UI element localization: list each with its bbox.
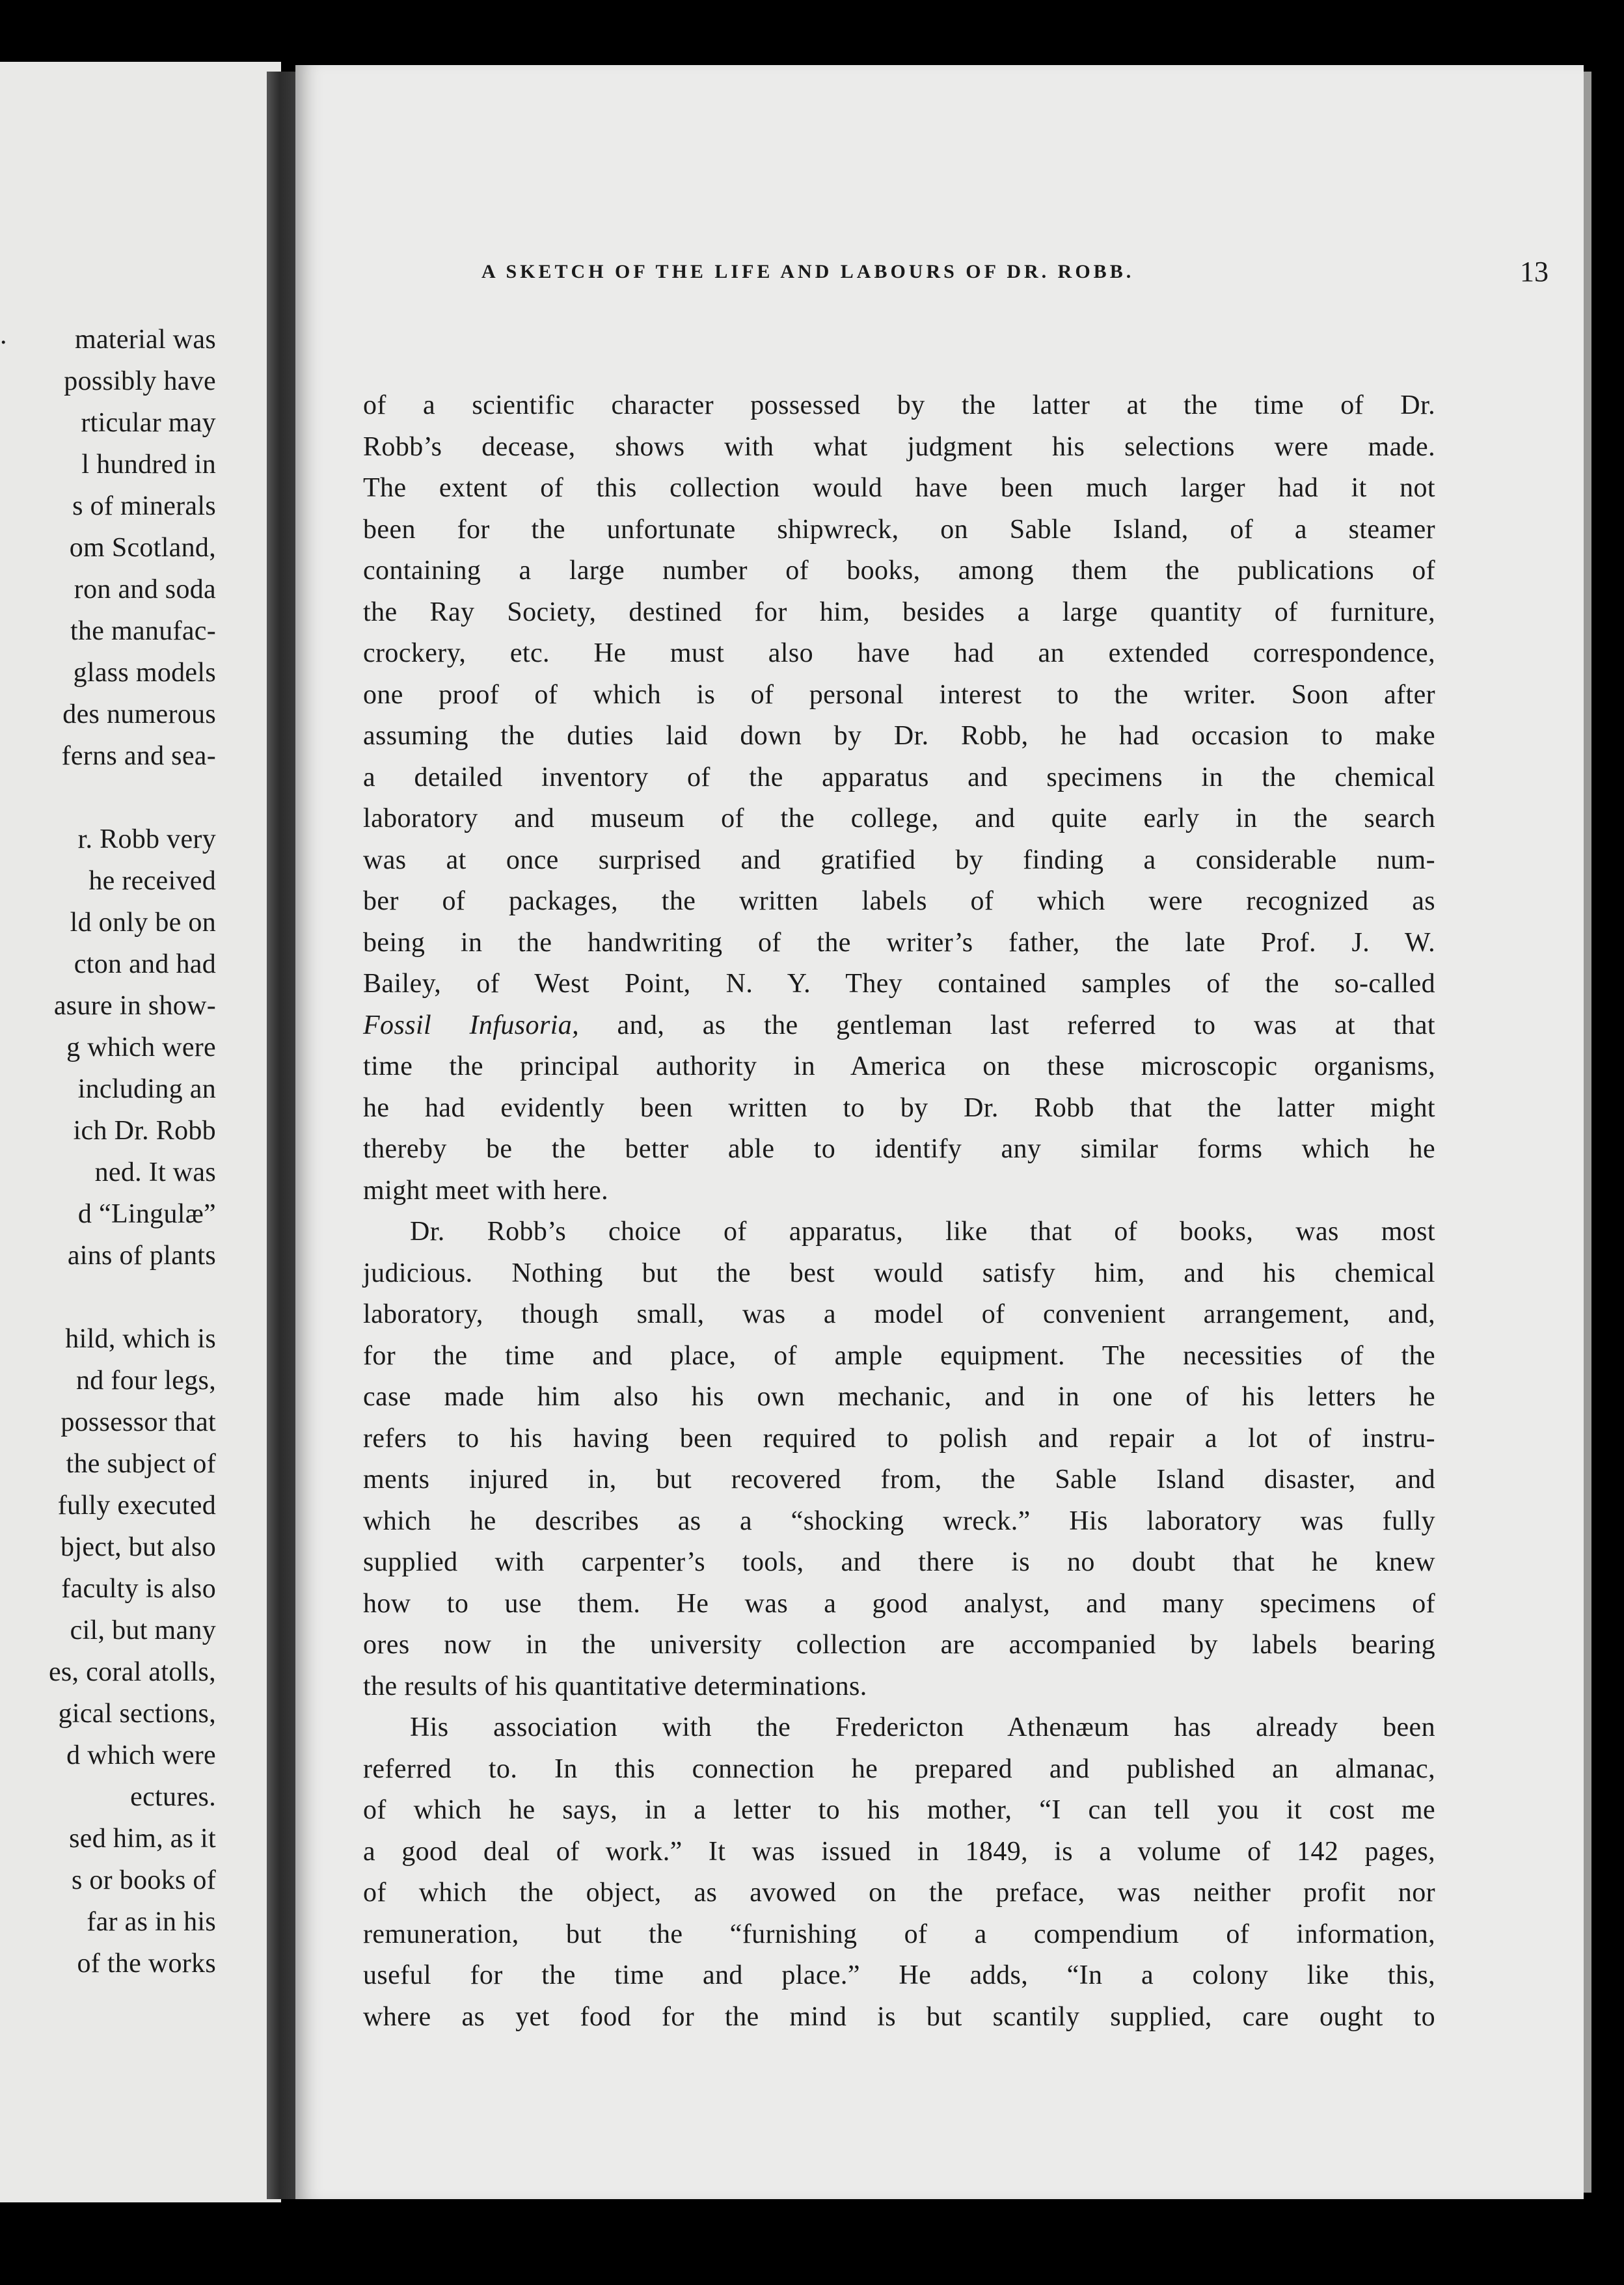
left-text-line: bject, but also [61,1532,216,1562]
left-text-line: of the works [77,1949,216,1979]
text-line: supplied with carpenter’s tools, and there is no doubt that he knew [363,1547,1435,1577]
text-line: a detailed inventory of the apparatus and specimens in the chemical [363,762,1435,792]
left-text-line: ld only be on [70,908,216,938]
text-line: thereby be the better able to identify any similar forms which he [363,1134,1435,1164]
text-line: His association with the Fredericton Athenæum has already been [410,1712,1435,1742]
left-text-line: hild, which is [65,1324,216,1354]
text-line: refers to his having been required to polish and repair a lot of instru- [363,1423,1435,1453]
text-line: ber of packages, the written labels of which were recognized as [363,886,1435,916]
left-text-line: gical sections, [58,1699,216,1729]
text-line: laboratory, though small, was a model of convenient arrangement, and, [363,1299,1435,1329]
left-text-line: g which were [66,1033,216,1062]
text-line: containing a large number of books, among them the publications of [363,556,1435,586]
left-text-line: he received [88,866,216,896]
running-head [481,252,1549,291]
text-line: useful for the time and place.” He adds, “In a colony like this, [363,1960,1435,1990]
left-text-line: the subject of [66,1449,216,1479]
left-text-line: including an [77,1074,216,1104]
left-text-line: cil, but many [70,1616,216,1645]
body-text [363,385,1435,2038]
left-text-line: ned. It was [94,1157,216,1187]
text-line: assuming the duties laid down by Dr. Robb, he had occasion to make [363,721,1435,751]
left-page-heading-fragment: . [0,320,7,350]
text-line: of a scientific character possessed by the latter at the time of Dr. [363,390,1435,420]
left-text-line: glass models [73,658,216,688]
left-text-line: possessor that [61,1407,216,1437]
text-line: how to use them. He was a good analyst, and many specimens of [363,1588,1435,1619]
left-text-line: d which were [66,1740,216,1770]
left-text-line [0,777,216,818]
italic-phrase: Fossil Infusoria, [363,1010,580,1040]
text-line: case made him also his own mechanic, and in one of his letters he [363,1382,1435,1412]
text-line: laboratory and museum of the college, and quite early in the search [363,804,1435,833]
text-line: time the principal authority in America on these microscopic organisms, [363,1051,1435,1081]
left-text-line: ferns and sea- [61,741,216,771]
left-text-line: om Scotland, [69,533,216,563]
left-text-line: s or books of [71,1865,216,1895]
left-text-line [0,1277,216,1318]
text-line: a good deal of work.” It was issued in 1849, is a volume of 142 pages, [363,1836,1435,1867]
text-line: for the time and place, of ample equipment. The necessities of the [363,1340,1435,1371]
left-text-line: nd four legs, [75,1366,216,1396]
text-line: been for the unfortunate shipwreck, on Sable Island, of a steamer [363,514,1435,545]
book-gutter [267,72,295,2199]
left-text-line: ich Dr. Robb [73,1116,216,1146]
left-text-line: l hundred in [81,450,216,480]
text-line: Robb’s decease, shows with what judgment his selections were made. [363,431,1435,462]
text-line: The extent of this collection would have been much larger had it not [363,473,1435,503]
text-line: the Ray Society, destined for him, besides a large quantity of furniture, [363,597,1435,627]
text-line: crockery, etc. He must also have had an extended correspondence, [363,638,1435,668]
text-line: ores now in the university collection are accompanied by labels bearing [363,1630,1435,1660]
text-line: Fossil Infusoria, and, as the gentleman last referred to was at that [363,1010,1436,1040]
text-line: might meet with here. [363,1175,608,1206]
left-text-line: asure in show- [53,991,216,1021]
left-text-line: ron and soda [74,575,216,604]
text-line: of which he says, in a letter to his mother, “I can tell you it cost me [363,1795,1435,1825]
left-text-line: d “Lingulæ” [77,1199,216,1229]
text-line: of which the object, as avowed on the preface, was neither profit nor [363,1878,1435,1908]
left-text-line: faculty is also [61,1574,216,1604]
left-page-text [0,319,216,1984]
left-text-line: sed him, as it [69,1824,216,1854]
text-line: where as yet food for the mind is but scantily supplied, care ought to [363,2001,1435,2032]
left-text-line: r. Robb very [77,824,216,854]
text-line: ments injured in, but recovered from, the Sable Island disaster, and [363,1465,1435,1494]
text-line: one proof of which is of personal interest to the writer. Soon after [363,679,1435,710]
left-text-line: des numerous [62,699,216,729]
left-text-line: es, coral atolls, [48,1657,216,1687]
left-text-line: ains of plants [67,1241,216,1271]
text-line: was at once surprised and gratified by finding a considerable num- [363,845,1435,875]
page-number: 13 [1520,256,1549,288]
left-text-line: rticular may [81,408,216,438]
page-edge [1584,72,1591,2193]
text-line: Bailey, of West Point, N. Y. They contained samples of the so-called [363,969,1435,999]
running-head-title: A SKETCH OF THE LIFE AND LABOURS OF DR. ROBB. [481,261,1135,282]
left-text-line: far as in his [87,1907,216,1937]
text-line: being in the handwriting of the writer’s father, the late Prof. J. W. [363,927,1435,958]
left-page [0,62,281,2202]
left-text-line: cton and had [74,949,216,979]
text-line: referred to. In this connection he prepared and published an almanac, [363,1753,1435,1784]
text-line: remuneration, but the “furnishing of a compendium of information, [363,1919,1435,1949]
text-line: judicious. Nothing but the best would satisfy him, and his chemical [363,1258,1435,1288]
text-line: which he describes as a “shocking wreck.” His laboratory was fully [363,1506,1435,1536]
right-page [295,65,1584,2199]
text-line: he had evidently been written to by Dr. Robb that the latter might [363,1092,1435,1123]
text-line: Dr. Robb’s choice of apparatus, like that of books, was most [410,1217,1435,1247]
left-text-line: the manufac- [70,616,216,646]
left-text-line: fully executed [57,1491,216,1521]
left-text-line: ectures. [130,1782,216,1812]
left-text-line: possibly have [64,366,216,396]
left-text-line: material was [74,325,216,355]
left-text-line: s of minerals [72,491,216,521]
text-line: the results of his quantitative determinations. [363,1671,867,1701]
